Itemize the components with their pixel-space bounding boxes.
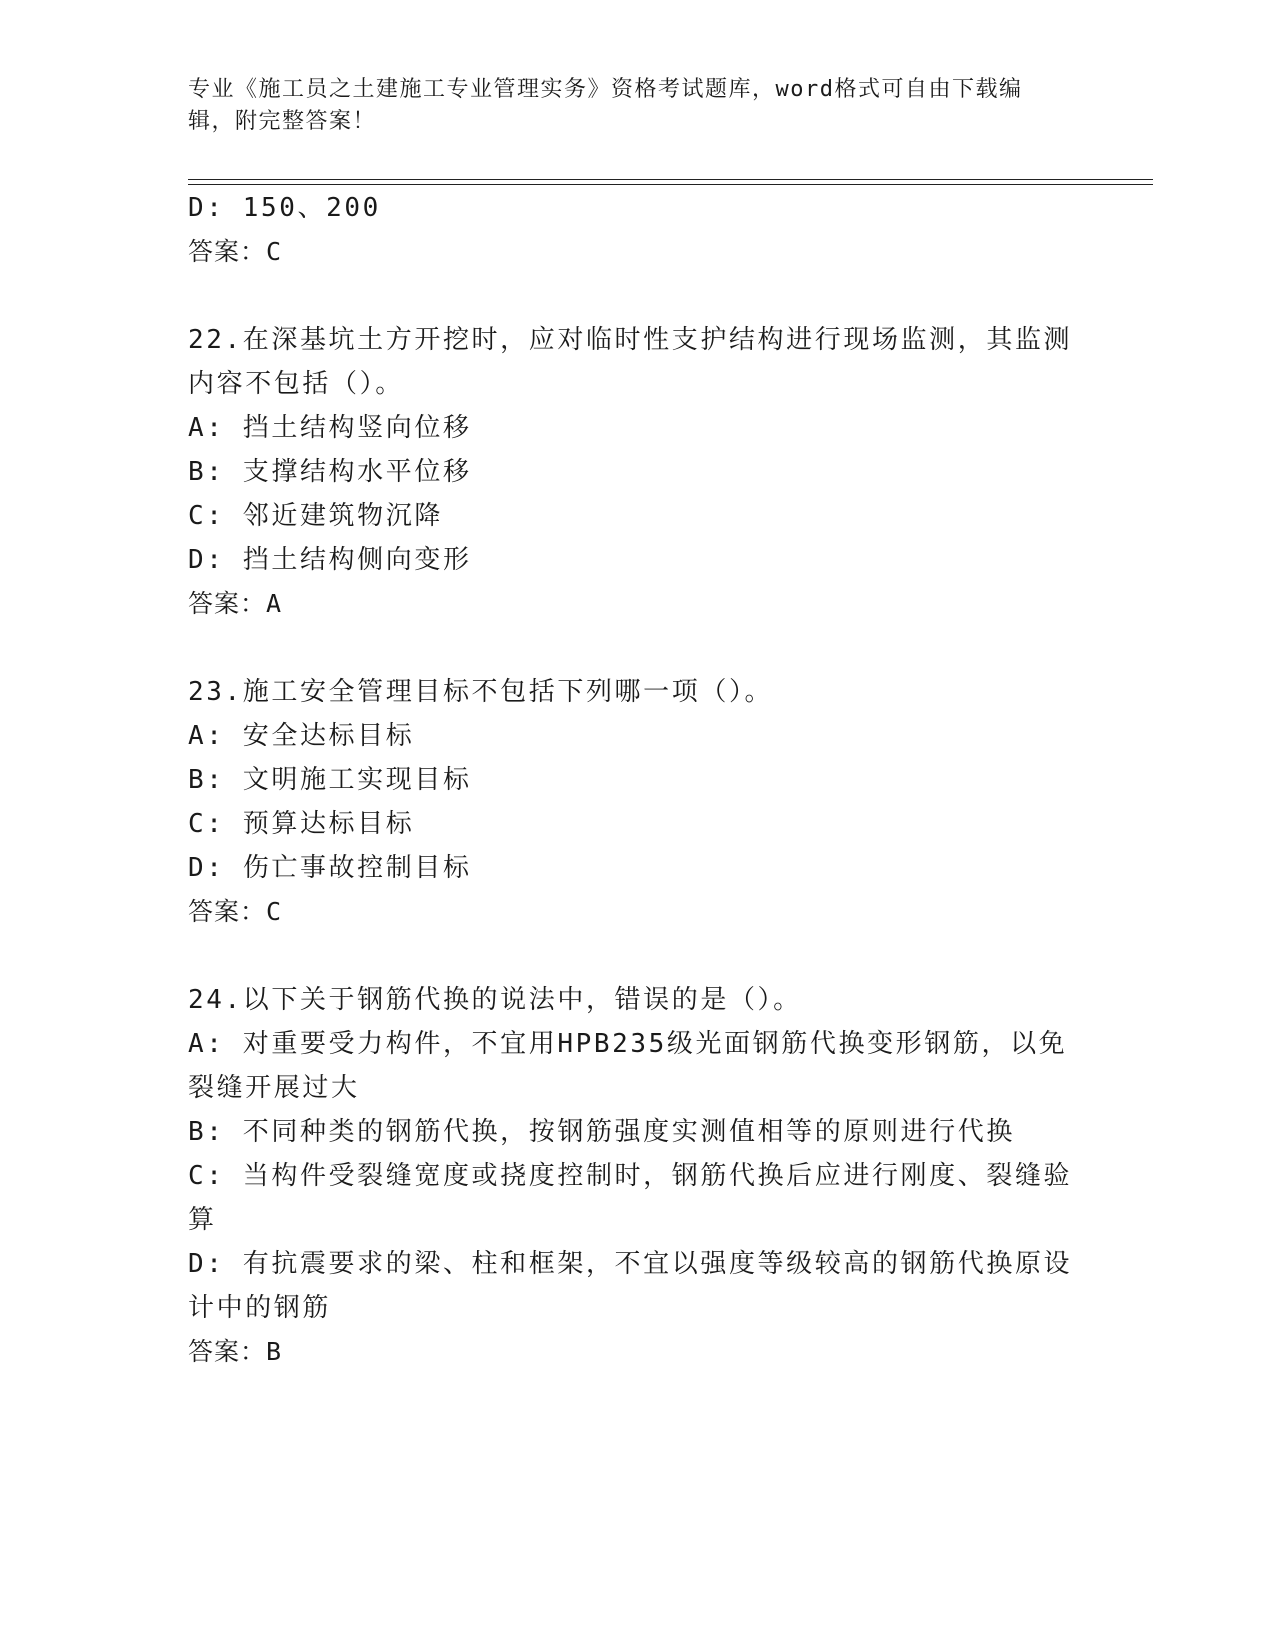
- answer-value: C: [266, 237, 283, 266]
- q22-option-c: C: 邻近建筑物沉降: [188, 501, 443, 531]
- q24-option-a-line-1: A: 对重要受力构件，不宜用HPB235级光面钢筋代换变形钢筋，以免: [188, 1029, 1068, 1059]
- q24-option-a-line-2: 裂缝开展过大: [188, 1073, 360, 1103]
- answer-label: 答案：: [188, 237, 267, 266]
- answer-value: A: [266, 589, 283, 618]
- q24-answer: [188, 1332, 282, 1372]
- header-divider-bottom: [188, 184, 1153, 185]
- q23-stem: 23.施工安全管理目标不包括下列哪一项（）。: [188, 677, 774, 707]
- header-line-2: 辑，附完整答案！: [188, 109, 377, 134]
- answer-label: 答案：: [188, 589, 267, 618]
- q23-option-c: C: 预算达标目标: [188, 809, 415, 839]
- q22-stem-line-2: 内容不包括（）。: [188, 369, 404, 399]
- q24-option-c-line-2: 算: [188, 1205, 217, 1235]
- answer-value: C: [266, 897, 283, 926]
- q23-option-b: B: 文明施工实现目标: [188, 765, 472, 795]
- q23-option-d: D: 伤亡事故控制目标: [188, 853, 472, 883]
- q22-option-a: A: 挡土结构竖向位移: [188, 413, 472, 443]
- page-header: [188, 74, 1088, 138]
- prev-answer: [188, 232, 282, 272]
- q24-option-d-line-1: D: 有抗震要求的梁、柱和框架，不宜以强度等级较高的钢筋代换原设: [188, 1249, 1073, 1279]
- q23-answer: [188, 892, 282, 932]
- prev-option-d: D: 150、200: [188, 193, 381, 223]
- q22-stem-line-1: 22.在深基坑土方开挖时，应对临时性支护结构进行现场监测，其监测: [188, 325, 1073, 355]
- q24-option-d-line-2: 计中的钢筋: [188, 1293, 332, 1323]
- q22-option-d: D: 挡土结构侧向变形: [188, 545, 472, 575]
- answer-label: 答案：: [188, 1337, 267, 1366]
- q24-stem: 24.以下关于钢筋代换的说法中，错误的是（）。: [188, 985, 802, 1015]
- q23-option-a: A: 安全达标目标: [188, 721, 415, 751]
- answer-value: B: [266, 1337, 283, 1366]
- q24-option-c-line-1: C: 当构件受裂缝宽度或挠度控制时，钢筋代换后应进行刚度、裂缝验: [188, 1161, 1073, 1191]
- header-line-1: 专业《施工员之土建施工专业管理实务》资格考试题库，word格式可自由下载编: [188, 77, 1023, 102]
- q24-option-b: B: 不同种类的钢筋代换，按钢筋强度实测值相等的原则进行代换: [188, 1117, 1015, 1147]
- q22-answer: [188, 584, 282, 624]
- q22-option-b: B: 支撑结构水平位移: [188, 457, 472, 487]
- answer-label: 答案：: [188, 897, 267, 926]
- header-divider-top: [188, 179, 1153, 180]
